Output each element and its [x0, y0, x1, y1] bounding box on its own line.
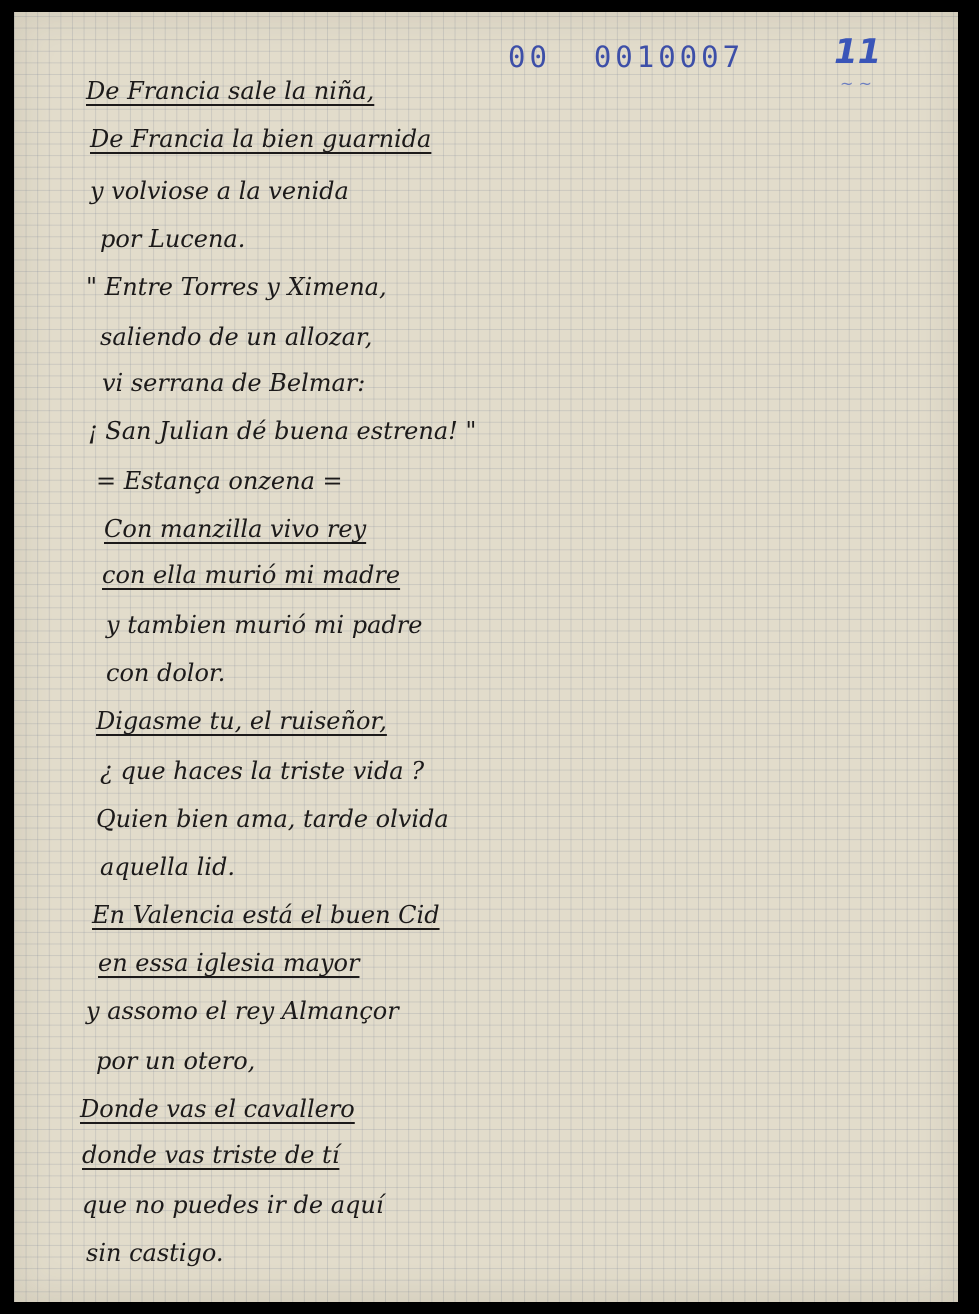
verse-line: " Entre Torres y Ximena,	[86, 273, 387, 301]
verse-line: Donde vas el cavallero	[80, 1095, 355, 1123]
folio-underline-mark: ~ ~	[840, 74, 872, 93]
verse-line: y volviose a la venida	[90, 177, 349, 205]
manuscript-verses	[14, 12, 958, 1302]
verse-line: por Lucena.	[100, 225, 246, 253]
verse-line: Digasme tu, el ruiseñor,	[96, 707, 387, 735]
verse-heading: = Estança onzena =	[96, 467, 343, 495]
verse-line: y tambien murió mi padre	[106, 611, 423, 639]
verse-line: vi serrana de Belmar:	[102, 369, 366, 397]
verse-line: sin castigo.	[86, 1239, 224, 1267]
verse-line: ¿ que haces la triste vida ?	[100, 757, 425, 785]
verse-line: Con manzilla vivo rey	[104, 515, 367, 543]
verse-line: en essa iglesia mayor	[98, 949, 360, 977]
archive-stamp-number: 00 0010007	[508, 40, 745, 74]
verse-line: De Francia la bien guarnida	[90, 125, 432, 153]
verse-line: De Francia sale la niña,	[86, 77, 375, 105]
verse-line: Quien bien ama, tarde olvida	[96, 805, 449, 833]
folio-number: 11	[834, 32, 882, 72]
verse-line: donde vas triste de tí	[82, 1141, 340, 1169]
verse-line: con dolor.	[106, 659, 226, 687]
verse-line: ¡ San Julian dé buena estrena! "	[88, 417, 477, 445]
verse-line: que no puedes ir de aquí	[82, 1191, 384, 1219]
verse-line: con ella murió mi madre	[102, 561, 401, 589]
verse-line: saliendo de un allozar,	[100, 323, 373, 351]
verse-line: aquella lid.	[100, 853, 235, 881]
verse-line: por un otero,	[96, 1047, 256, 1075]
verse-line: En Valencia está el buen Cid	[92, 901, 440, 929]
verse-line: y assomo el rey Almançor	[86, 997, 399, 1025]
graph-paper-page	[14, 12, 958, 1302]
